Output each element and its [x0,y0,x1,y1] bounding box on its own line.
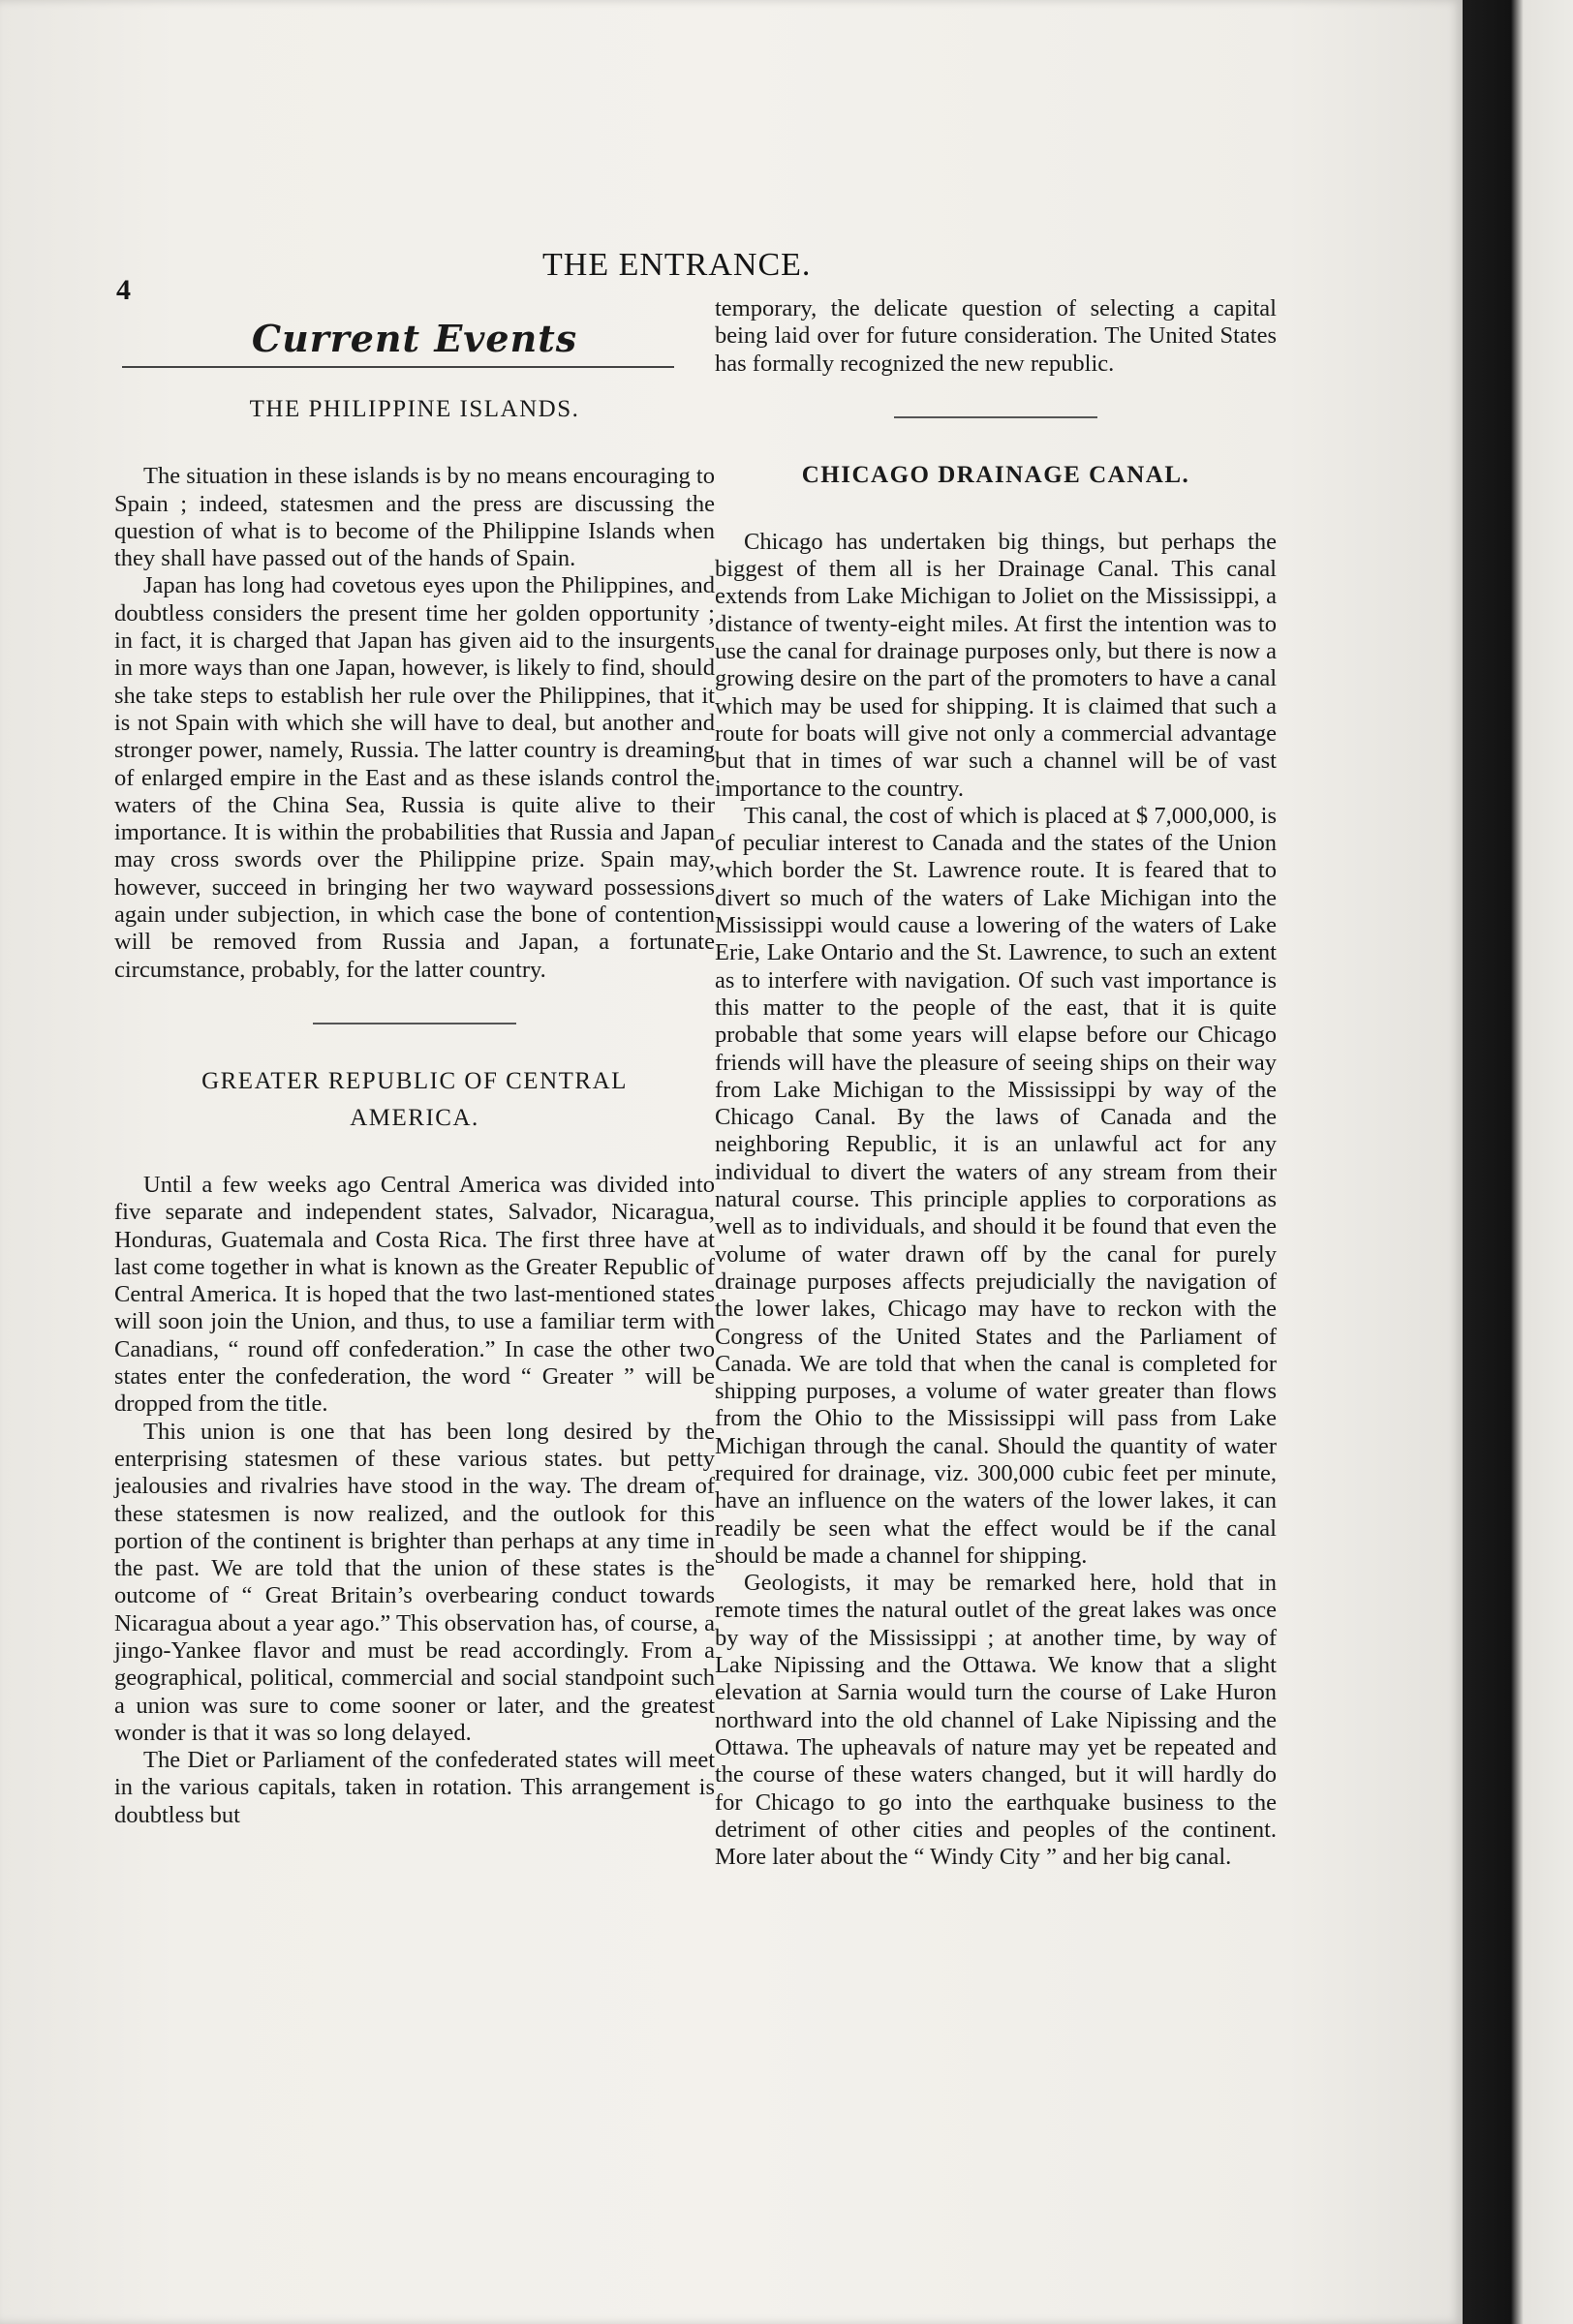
adjacent-page-edge [1511,0,1573,2324]
left-column [114,317,715,1829]
central-america-paragraph-2: This union is one that has been long desired by the enterprising statesmen of these various states. but petty jealousies and rivalries have stood in the way. The dream of these statesmen is now realized, and the outlook for this portion of the continent is brighter than perhaps at any time in the past. We are told that the union of these states is the outcome of “ Great Britain’s overbearing conduct towards Nicaragua about a year ago.” This observation has, of course, a jingo-Yankee flavor and must be read accordingly. From a geographical, political, commercial and social standpoint such a union was sure to come sooner or later, and the greatest wonder is that it was so long delayed. [114,1418,715,1746]
running-head: THE ENTRANCE. [542,247,812,283]
page-number: 4 [116,274,131,306]
chicago-paragraph-3: Geologists, it may be remarked here, hold that in remote times the natural outlet of the great lakes was once by way of the Mississippi ; at another time, by way of Lake Nipissing and the Ottawa. We know that a slight elevation at Sarnia would turn the course of Lake Huron northward into the old channel of Lake Nipissing and the Ottawa. The upheavals of nature may yet be repeated and the course of these waters changed, but it will hardly do for Chicago to go into the earthquake business to the detriment of other cities and peoples of the continent. More later about the “ Windy City ” and her big canal. [715,1570,1277,1871]
central-america-paragraph-3: The Diet or Parliament of the confederated states will meet in the various capitals, taken in rotation. This arrangement is doubtless but [114,1747,715,1828]
philippines-paragraph-2: Japan has long had covetous eyes upon the Philippines, and doubtless considers the present time her golden opportunity ; in fact, it is charged that Japan has given aid to the insurgents in more ways than one Japan, however, is likely to find, should she take steps to establish her rule over the Philippines, that it is not Spain with which she will have to deal, but another and stronger power, namely, Russia. The latter country is dreaming of enlarged empire in the East and as these islands control the waters of the China Sea, Russia is quite alive to their importance. It is within the probabilities that Russia and Japan may cross swords over the Philippine prize. Spain may, however, succeed in bringing her two wayward possessions again under subjection, in which case the bone of contention will be removed from Russia and Japan, a fortunate circumstance, probably, for the latter country. [114,572,715,983]
chicago-paragraph-2: This canal, the cost of which is placed at $ 7,000,000, is of peculiar interest to Canada and the states of the Union which border the St. Lawrence route. It is feared that to divert so much of the waters of Lake Michigan into the Mississippi would cause a lowering of the waters of Lake Erie, Lake Ontario and the St. Lawrence, to such an extent as to interfere with navigation. Of such vast importance is this matter to the people of the east, that it is quite probable that some years will elapse before our Chicago friends will have the pleasure of seeing ships on their way from Lake Michigan to the Mississippi by way of the Chicago Canal. By the laws of Canada and the neighboring Republic, it is an unlawful act for any individual to divert the waters of any stream from their natural course. This principle applies to corporations as well as to individuals, and should it be found that even the volume of water drawn off by the canal for purely drainage purposes affects prejudicially the navigation of the lower lakes, Chicago may have to reckon with the Congress of the United States and the Parliament of Canada. We are told that when the canal is completed for shipping purposes, a volume of water greater than flows from the Ohio to the Mississippi will pass from Lake Michigan through the canal. Should the quantity of water required for drainage, viz. 300,000 cubic feet per minute, have an influence on the waters of the lower lakes, it can readily be seen what the effect would be if the canal should be made a channel for shipping. [715,802,1277,1569]
banner-rule [122,366,674,368]
section-divider [313,1023,516,1024]
philippines-paragraph-1: The situation in these islands is by no means encouraging to Spain ; indeed, statesmen and the press are discussing the question of what is to become of the Philippine Islands when they shall have passed out of the hands of Spain. [114,463,715,572]
right-column [715,295,1277,1871]
section-divider [894,416,1097,418]
heading-central-america [114,1063,715,1137]
heading-line-1: GREATER REPUBLIC OF CENTRAL [201,1067,628,1094]
chicago-paragraph-1: Chicago has undertaken big things, but perhaps the biggest of them all is her Drainage Canal. This canal extends from Lake Michigan to Joliet on the Mississippi, a distance of twenty-eight miles. At first the intention was to use the canal for drainage purposes only, but there is now a growing desire on the part of the promoters to have a canal which may be used for shipping. It is claimed that such a route for boats will give not only a commercial advantage but that in times of war such a channel will be of vast importance to the country. [715,528,1277,802]
central-america-paragraph-1: Until a few weeks ago Central America was divided into five separate and independent states, Salvador, Nicaragua, Honduras, Guatemala and Costa Rica. The first three have at last come together in what is known as the Greater Republic of Central America. It is hoped that the two last-mentioned states will soon join the Union, and thus, to use a familiar term with Canadians, “ round off confederation.” In case the other two states enter the confederation, the word “ Greater ” will be dropped from the title. [114,1171,715,1418]
heading-line-2: AMERICA. [350,1104,479,1131]
section-banner: Current Events [251,317,578,360]
heading-philippine-islands: THE PHILIPPINE ISLANDS. [249,396,580,423]
central-america-continuation: temporary, the delicate question of selecting a capital being laid over for future consideration. The United States has formally recognized the new republic. [715,295,1277,377]
heading-chicago-canal: CHICAGO DRAINAGE CANAL. [801,461,1190,488]
